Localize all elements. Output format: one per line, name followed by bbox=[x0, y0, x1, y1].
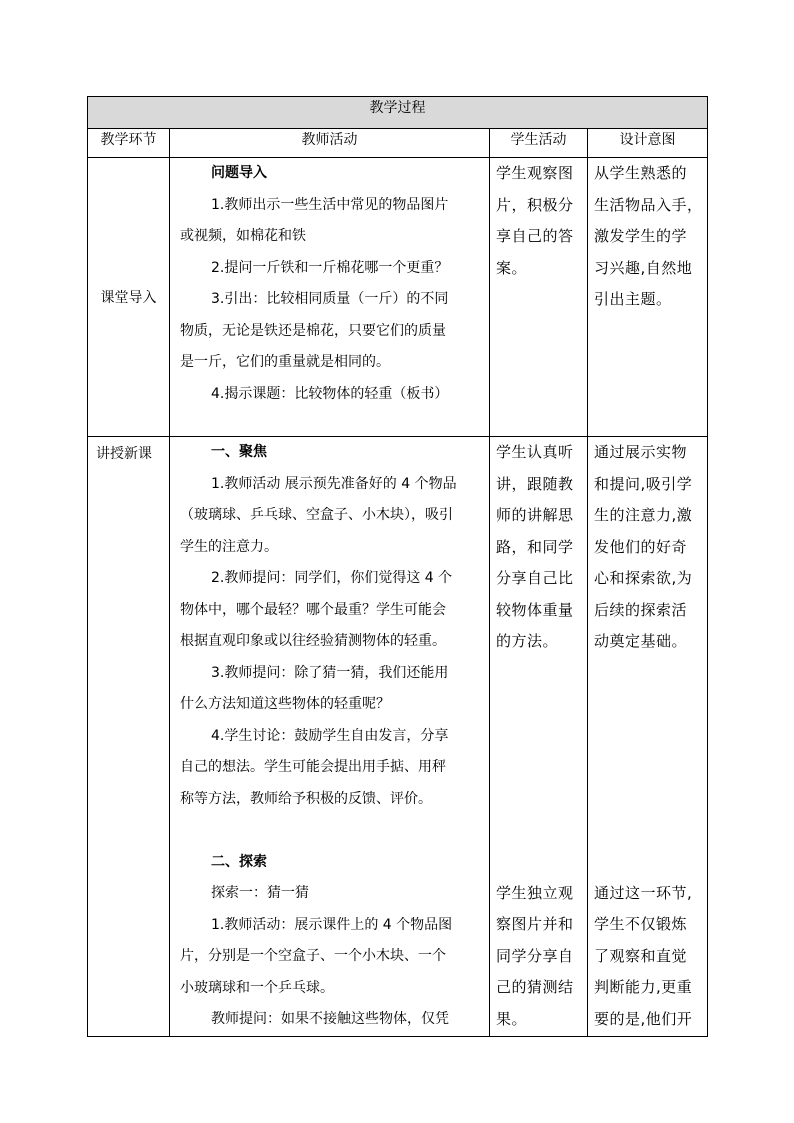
stage-intro: 课堂导入 bbox=[88, 158, 170, 437]
text-line: 3.教师提问：除了猜一猜，我们还能用 bbox=[211, 664, 449, 681]
text-line: 物体中，哪个最轻？哪个最重？学生可能会 bbox=[180, 601, 446, 618]
text-line: 讲，跟随教 bbox=[496, 474, 574, 493]
text-line: 1.教师活动 展示预先准备好的 4 个物品 bbox=[211, 475, 457, 492]
header-design: 设计意图 bbox=[588, 129, 708, 158]
text-line bbox=[180, 815, 483, 847]
table-title-row bbox=[88, 97, 708, 129]
text-line: 判断能力,更重 bbox=[594, 978, 693, 996]
student-activity-new-lesson bbox=[490, 437, 588, 1037]
text-line: 察图片并和 bbox=[496, 915, 574, 933]
header-teacher: 教师活动 bbox=[170, 129, 490, 158]
text-line: 路，和同学 bbox=[496, 537, 574, 556]
header-row bbox=[88, 129, 708, 158]
text-line: 案。 bbox=[496, 258, 528, 277]
text-line: 教师提问：如果不接触这些物体，仅凭 bbox=[211, 1011, 449, 1027]
text-line: 习兴趣,自然地 bbox=[594, 258, 693, 277]
header-stage: 教学环节 bbox=[88, 129, 170, 158]
teaching-process-table bbox=[87, 96, 708, 1037]
text-line: 学生观察图 bbox=[496, 164, 574, 182]
design-intent-new-lesson bbox=[588, 437, 708, 1037]
text-line: 较物体重量 bbox=[496, 600, 574, 619]
text-line: 通过这一环节, bbox=[594, 883, 693, 902]
text-line: 学生独立观 bbox=[496, 883, 574, 902]
text-line: 4.学生讨论：鼓励学生自由发言，分享 bbox=[211, 727, 449, 744]
text-line: 1.教师出示一些生活中常见的物品图片 bbox=[211, 196, 449, 213]
text-line: 激发学生的学 bbox=[594, 227, 688, 245]
text-line: 3.引出：比较相同质量（一斤）的不同 bbox=[211, 291, 449, 307]
text-line: 生活物品入手， bbox=[594, 195, 703, 214]
text-line: 2.提问一斤铁和一斤棉花哪一个更重？ bbox=[211, 259, 449, 276]
table-row bbox=[88, 437, 708, 1037]
text-line: 发他们的好奇 bbox=[594, 537, 688, 556]
text-line: 生的注意力,激 bbox=[594, 506, 693, 524]
text-line: 从学生熟悉的 bbox=[594, 164, 688, 182]
text-line: 或视频，如棉花和铁 bbox=[180, 228, 306, 244]
text-line: 后续的探索活 bbox=[594, 600, 688, 619]
text-line: 物质，无论是铁还是棉花，只要它们的质量 bbox=[180, 322, 446, 339]
text-line: 学生的注意力。 bbox=[180, 538, 278, 555]
text-line: 通过展示实物 bbox=[594, 443, 688, 461]
text-line: 称等方法，教师给予积极的反馈、评价。 bbox=[180, 790, 432, 807]
text-line: 要的是,他们开 bbox=[594, 1009, 693, 1028]
text-line: 引出主题。 bbox=[594, 290, 672, 308]
text-line: 什么方法知道这些物体的轻重呢？ bbox=[180, 696, 390, 712]
header-student: 学生活动 bbox=[490, 129, 588, 158]
student-activity-intro bbox=[490, 158, 588, 437]
text-line: 问题导入 bbox=[211, 165, 267, 181]
stage-new-lesson: 讲授新课 bbox=[88, 437, 170, 1037]
text-line: 根据直观印象或以往经验猜测物体的轻重。 bbox=[180, 633, 446, 649]
text-line: 4.揭示课题：比较物体的轻重（板书） bbox=[211, 385, 449, 402]
text-line: 分享自己比 bbox=[496, 569, 574, 587]
text-line: 师的讲解思 bbox=[496, 506, 574, 524]
text-line: 动奠定基础。 bbox=[594, 632, 688, 650]
text-line: 小玻璃球和一个乒乓球。 bbox=[180, 979, 334, 996]
text-line: 己的猜测结 bbox=[496, 978, 574, 996]
text-line: 学生不仅锻炼 bbox=[594, 915, 688, 933]
text-line: 心和探索欲,为 bbox=[594, 569, 693, 587]
text-line: 二、探索 bbox=[211, 853, 267, 870]
teacher-activity-intro bbox=[170, 158, 490, 437]
text-line: 的方法。 bbox=[496, 632, 559, 650]
teacher-activity-new-lesson bbox=[170, 437, 490, 1037]
table-title: 教学过程 bbox=[88, 97, 708, 129]
text-line: 探索一：猜一猜 bbox=[211, 885, 309, 901]
text-line: 同学分享自 bbox=[496, 946, 574, 965]
text-line: 了观察和直觉 bbox=[594, 946, 688, 965]
text-line: 一、聚焦 bbox=[211, 444, 267, 460]
design-intent-intro bbox=[588, 158, 708, 437]
text-line: 2.教师提问：同学们，你们觉得这 4 个 bbox=[211, 570, 453, 586]
text-line: 是一斤，它们的重量就是相同的。 bbox=[180, 354, 390, 370]
text-line: 自己的想法。学生可能会提出用手掂、用秤 bbox=[180, 759, 446, 775]
text-line: 享自己的答 bbox=[496, 227, 574, 245]
text-line: 1.教师活动：展示课件上的 4 个物品图 bbox=[211, 916, 453, 933]
text-line: （玻璃球、乒乓球、空盒子、小木块），吸引 bbox=[180, 507, 453, 523]
text-line: 果。 bbox=[496, 1009, 528, 1028]
table-row bbox=[88, 158, 708, 437]
text-line: 学生认真听 bbox=[496, 443, 574, 461]
text-line: 片，分别是一个空盒子、一个小木块、一个 bbox=[180, 948, 446, 964]
text-line: 和提问,吸引学 bbox=[594, 474, 693, 493]
text-line: 片，积极分 bbox=[496, 195, 574, 214]
